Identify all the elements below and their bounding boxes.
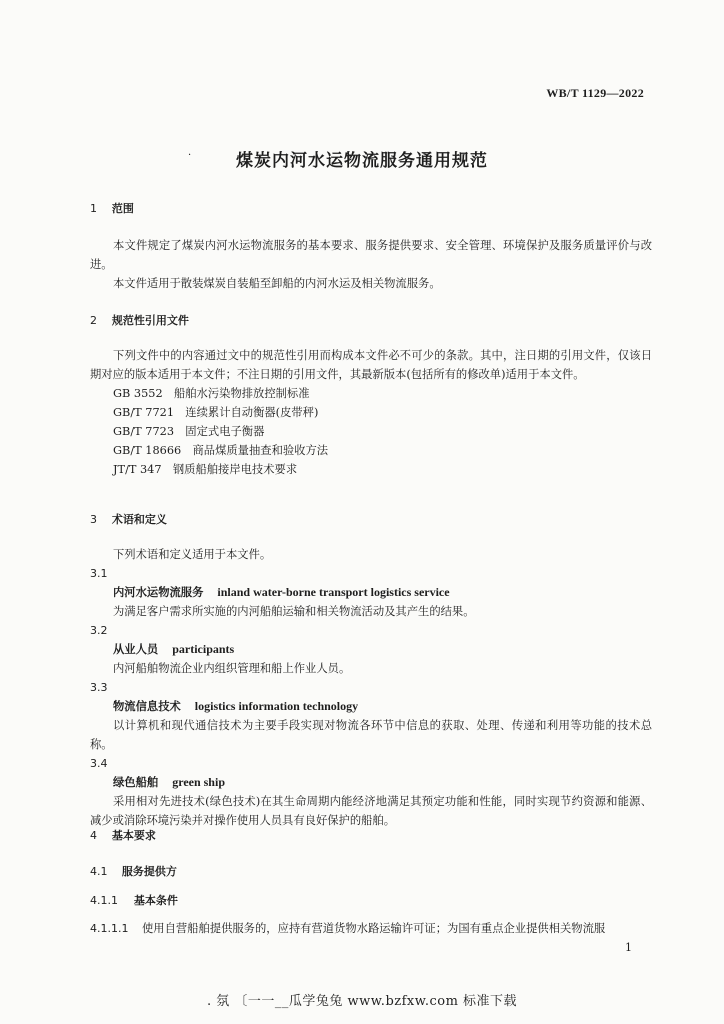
paragraph: 下列术语和定义适用于本文件。 (113, 548, 272, 561)
reference-item: GB 3552 船舶水污染物排放控制标准 (113, 387, 310, 400)
subsection-title: 基本条件 (133, 894, 178, 907)
term-zh: 物流信息技术 (113, 699, 181, 713)
subsection-number: 4.1.1 (90, 894, 118, 907)
term-en: inland water-borne transport logistics service (217, 585, 450, 599)
term-zh: 内河水运物流服务 (113, 585, 204, 599)
section-number: 4 (90, 829, 97, 842)
section-number: 1 (90, 202, 97, 215)
term-en: green ship (172, 775, 225, 789)
term-definition: 以计算机和现代通信技术为主要手段实现对物流各环节中信息的获取、处理、传递和利用等功能的技术总称。 (90, 719, 652, 751)
section-title: 基本要求 (111, 829, 156, 842)
document-title: 煤炭内河水运物流服务通用规范 (236, 151, 488, 171)
term-number: 3.2 (90, 624, 108, 637)
term-definition: 内河船舶物流企业内组织管理和船上作业人员。 (113, 662, 351, 675)
footer-watermark: . 氛 〔一一__瓜学兔兔 www.bzfxw.com 标准下载 (206, 994, 518, 1009)
section-heading (90, 199, 652, 218)
subsection-heading (90, 891, 652, 910)
clause-text: 使用自营船舶提供服务的，应持有营道货物水路运输许可证；为国有重点企业提供相关物流服 (142, 922, 606, 935)
term-number: 3.3 (90, 681, 108, 694)
subsection-4-1 (90, 862, 652, 881)
subsection-title: 服务提供方 (121, 865, 177, 878)
paragraph: 本文件规定了煤炭内河水运物流服务的基本要求、服务提供要求、安全管理、环境保护及服务质量评价与改进。 (90, 239, 652, 271)
term-heading (90, 773, 652, 792)
section-title: 术语和定义 (111, 513, 167, 526)
paragraph: 下列文件中的内容通过文中的规范性引用而构成本文件必不可少的条款。其中，注日期的引用文件，仅该日期对应的版本适用于本文件；不注日期的引用文件，其最新版本(包括所有的修改单)适用于本文件。 (90, 349, 652, 381)
subsection-heading (90, 862, 652, 881)
subsection-4-1-1 (90, 891, 652, 910)
reference-item: GB/T 7721 连续累计自动衡器(皮带秤) (113, 406, 319, 419)
reference-item: GB/T 7723 固定式电子衡器 (113, 425, 265, 438)
section-heading (90, 510, 652, 529)
term-number: 3.4 (90, 757, 108, 770)
term-definition: 采用相对先进技术(绿色技术)在其生命周期内能经济地满足其预定功能和性能，同时实现节约资源和能源、减少或消除环境污染并对操作使用人员具有良好保护的船舶。 (90, 795, 652, 827)
section-2-body (90, 346, 652, 479)
section-heading (90, 826, 652, 845)
section-2 (90, 311, 652, 330)
reference-item: GB/T 18666 商品煤质量抽查和验收方法 (113, 444, 329, 457)
paragraph: 本文件适用于散装煤炭自装船至卸船的内河水运及相关物流服务。 (113, 277, 441, 290)
section-title: 范围 (111, 202, 134, 215)
section-number: 3 (90, 513, 97, 526)
term-number: 3.1 (90, 567, 108, 580)
section-3-body (90, 545, 652, 830)
section-title: 规范性引用文件 (111, 314, 189, 327)
section-heading (90, 311, 652, 330)
section-1-body (90, 236, 652, 293)
term-heading (90, 697, 652, 716)
clause-4-1-1-1 (90, 919, 652, 938)
standard-code: WB/T 1129—2022 (546, 86, 644, 100)
term-en: participants (172, 642, 235, 656)
subsection-number: 4.1 (90, 865, 108, 878)
term-heading (90, 583, 652, 602)
term-zh: 绿色船舶 (113, 775, 159, 789)
section-4 (90, 826, 652, 845)
term-zh: 从业人员 (113, 642, 159, 656)
term-definition: 为满足客户需求所实施的内河船舶运输和相关物流活动及其产生的结果。 (113, 605, 475, 618)
page-number: 1 (625, 941, 632, 954)
section-number: 2 (90, 314, 97, 327)
section-3 (90, 510, 652, 529)
title-mark: · (188, 150, 192, 161)
section-1 (90, 199, 652, 218)
term-en: logistics information technology (194, 699, 359, 713)
clause-number: 4.1.1.1 (90, 922, 129, 935)
term-heading (90, 640, 652, 659)
reference-item: JT/T 347 钢质船舶接岸电技术要求 (113, 463, 298, 476)
